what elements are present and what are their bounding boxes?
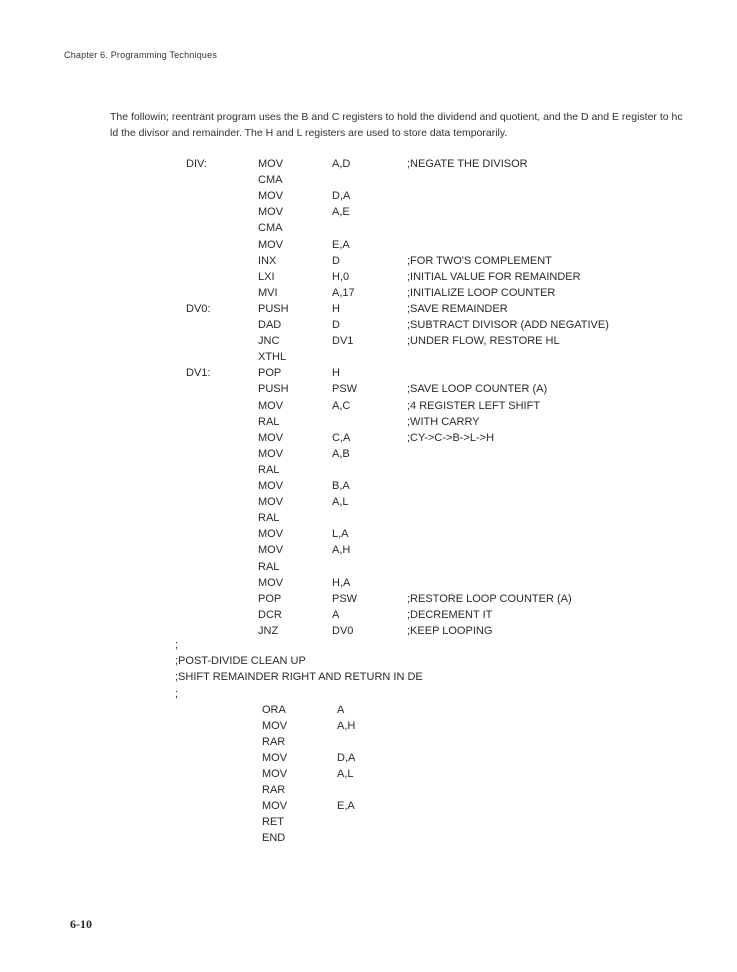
code-opcode: XTHL xyxy=(258,351,287,364)
code-operand: E,A xyxy=(332,238,350,251)
code-operand: A,B xyxy=(332,447,350,460)
code-opcode: MOV xyxy=(258,528,284,541)
code-opcode: PUSH xyxy=(258,383,289,396)
code-opcode: MOV xyxy=(262,768,288,780)
code-comment: ;INITIAL VALUE FOR REMAINDER xyxy=(407,270,581,283)
code-opcode: MOV xyxy=(258,431,284,444)
code-comment: ;4 REGISTER LEFT SHIFT xyxy=(407,399,541,412)
code-operand: PSW xyxy=(332,592,358,605)
code-opcode: INX xyxy=(258,254,277,267)
code-opcode: RAR xyxy=(262,784,286,796)
intro-paragraph: The followin; reentrant program uses the B and C registers to hold the dividend and quotient, and the D and E register to hc ld the divisor and remainder. The H and L registers are used to store data temporarily. xyxy=(110,111,683,139)
code-comment: ;WITH CARRY xyxy=(407,415,480,428)
code-opcode: RAR xyxy=(262,736,286,748)
code-operand: A,H xyxy=(332,544,351,557)
code-opcode: LXI xyxy=(258,270,275,283)
code-operand: D xyxy=(332,319,340,331)
code-opcode: ORA xyxy=(262,704,286,716)
code-operand: H xyxy=(332,302,340,315)
code-opcode: DCR xyxy=(258,608,282,621)
code-comment: ;SUBTRACT DIVISOR (ADD NEGATIVE) xyxy=(407,319,609,331)
code-operand: B,A xyxy=(332,480,350,492)
code-comment: ;RESTORE LOOP COUNTER (A) xyxy=(407,592,572,605)
code-operand: C,A xyxy=(332,431,351,444)
code-operand: A,17 xyxy=(332,286,355,299)
code-operand: A,L xyxy=(337,768,354,780)
code-operand: A xyxy=(337,704,345,716)
code-comment: ;CY->C->B->L->H xyxy=(407,431,495,444)
code-comment: ;FOR TWO'S COMPLEMENT xyxy=(407,254,552,267)
code-operand: DV1 xyxy=(332,335,354,348)
code-opcode: END xyxy=(262,832,286,844)
code-operand: A,H xyxy=(337,720,356,732)
code-opcode: MOV xyxy=(258,496,284,509)
code-opcode: RAL xyxy=(258,512,280,525)
code-opcode: PUSH xyxy=(258,302,289,315)
code-opcode: POP xyxy=(258,367,282,380)
comment-line: ;POST-DIVIDE CLEAN UP xyxy=(175,655,306,667)
code-comment: ;DECREMENT IT xyxy=(407,608,493,621)
code-operand: A,C xyxy=(332,399,351,412)
code-comment: ;SAVE LOOP COUNTER (A) xyxy=(407,383,548,396)
code-opcode: MOV xyxy=(258,158,284,170)
code-comment: ;INITIALIZE LOOP COUNTER xyxy=(407,286,556,299)
code-opcode: POP xyxy=(258,592,282,605)
code-operand: A xyxy=(332,608,340,621)
code-opcode: MVI xyxy=(258,286,278,299)
code-comment: ;NEGATE THE DIVISOR xyxy=(407,158,528,170)
code-opcode: RET xyxy=(262,816,284,828)
code-opcode: RAL xyxy=(258,560,280,573)
code-operand: L,A xyxy=(332,528,349,541)
code-opcode: MOV xyxy=(258,576,284,589)
code-label: DV1: xyxy=(186,367,211,380)
code-opcode: MOV xyxy=(258,206,284,219)
page-number: 6-10 xyxy=(70,917,92,931)
code-comment: ;SAVE REMAINDER xyxy=(407,302,508,315)
code-comment: ;UNDER FLOW, RESTORE HL xyxy=(407,335,560,348)
code-operand: A,L xyxy=(332,496,349,509)
code-label: DV0: xyxy=(186,302,211,315)
code-opcode: MOV xyxy=(258,480,284,492)
code-opcode: MOV xyxy=(258,190,284,203)
code-opcode: MOV xyxy=(262,800,288,812)
code-opcode: CMA xyxy=(258,222,283,235)
code-operand: DV0 xyxy=(332,624,354,637)
code-opcode: MOV xyxy=(258,399,284,412)
code-operand: H xyxy=(332,367,340,380)
code-operand: A,D xyxy=(332,158,351,170)
code-opcode: RAL xyxy=(258,463,280,476)
code-opcode: JNC xyxy=(258,335,280,348)
comment-line: ; xyxy=(175,688,179,700)
chapter-header: Chapter 6. Programming Techniques xyxy=(64,50,218,60)
code-opcode: CMA xyxy=(258,174,283,187)
code-operand: D,A xyxy=(332,190,351,203)
code-opcode: MOV xyxy=(262,752,288,764)
code-operand: D xyxy=(332,254,340,267)
code-label: DIV: xyxy=(186,158,207,170)
code-opcode: MOV xyxy=(258,238,284,251)
code-opcode: MOV xyxy=(258,544,284,557)
code-operand: E,A xyxy=(337,800,355,812)
code-opcode: MOV xyxy=(262,720,288,732)
code-operand: PSW xyxy=(332,383,358,396)
code-operand: H,A xyxy=(332,576,351,589)
code-opcode: DAD xyxy=(258,319,282,331)
comment-line: ;SHIFT REMAINDER RIGHT AND RETURN IN DE xyxy=(175,671,423,683)
code-comment: ;KEEP LOOPING xyxy=(407,624,493,637)
code-opcode: RAL xyxy=(258,415,280,428)
code-operand: D,A xyxy=(337,752,356,764)
code-operand: A,E xyxy=(332,206,350,219)
code-opcode: MOV xyxy=(258,447,284,460)
comment-line: ; xyxy=(175,639,179,651)
code-opcode: JNZ xyxy=(258,624,279,637)
code-operand: H,0 xyxy=(332,270,350,283)
